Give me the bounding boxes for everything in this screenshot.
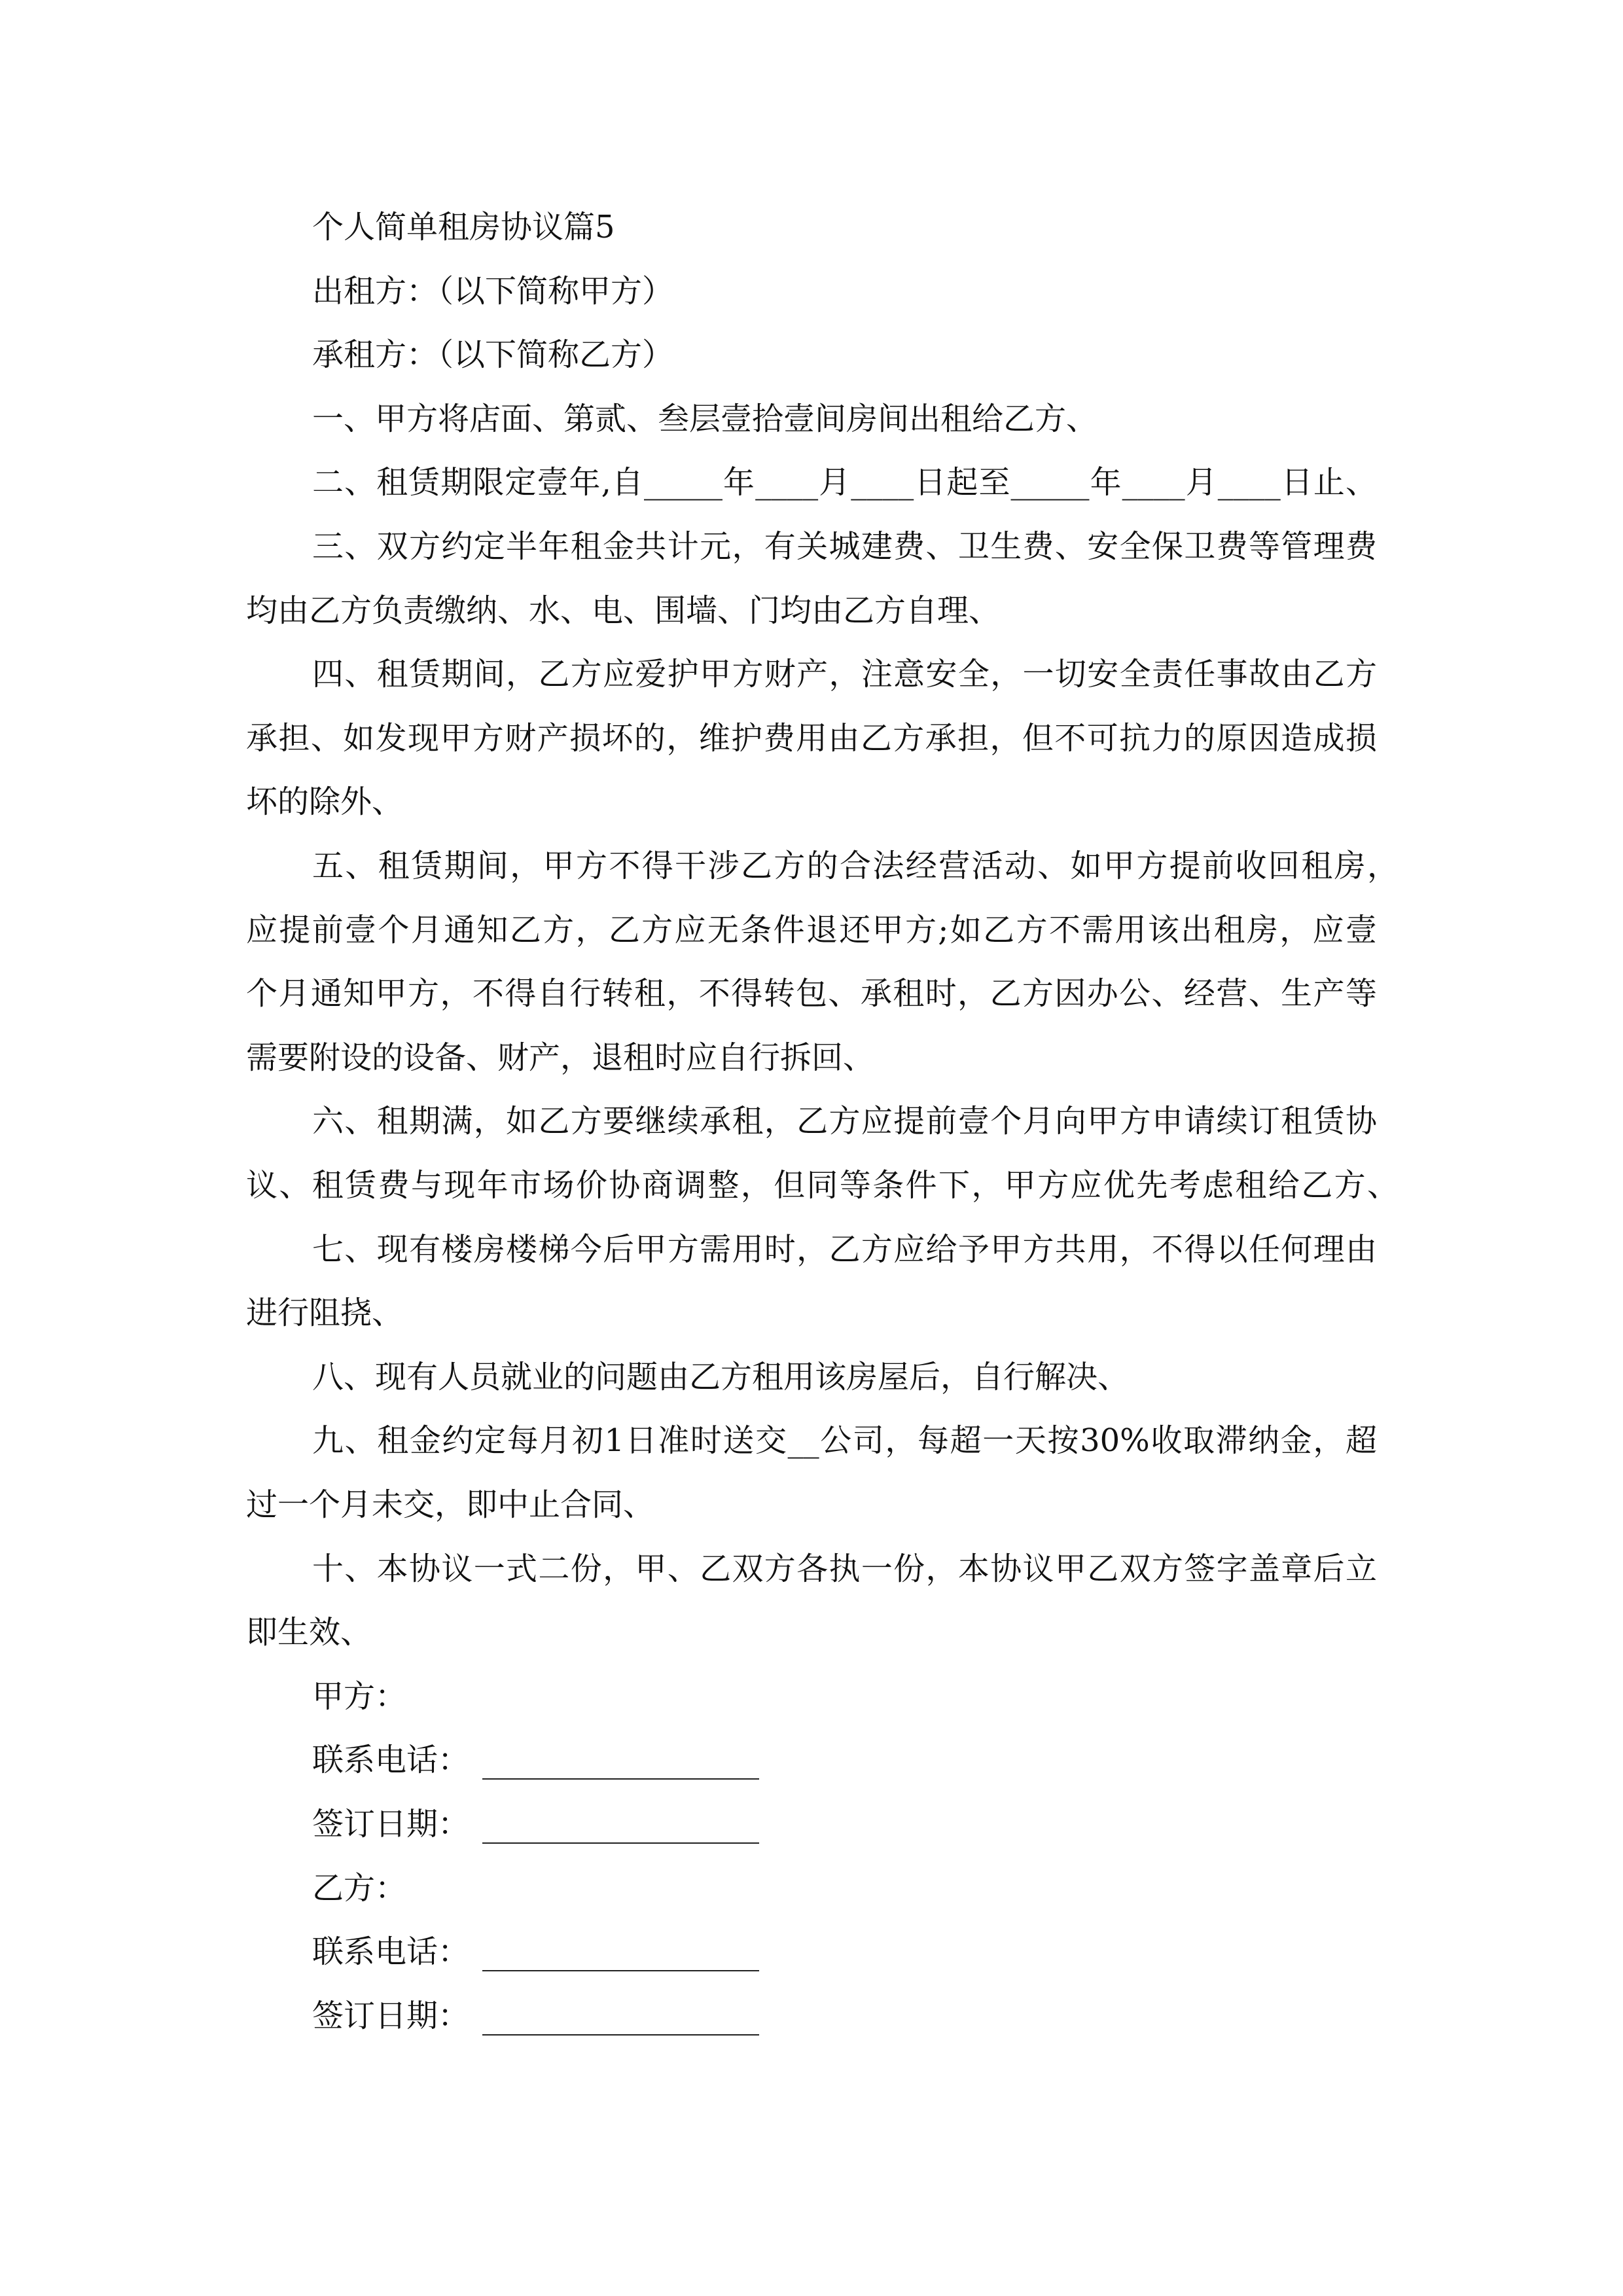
signature-blank-field[interactable] [482,2005,759,2036]
signature-row [312,1996,1377,2036]
document-title: 个人简单租房协议篇5 [312,209,615,245]
signature-row [312,1804,1377,1844]
paragraph-line: 均由乙方负责缴纳、水、电、围墙、门均由乙方自理、 [246,592,1001,629]
paragraph-line: 九、租金约定每月初1日准时送交__公司，每超一天按30%收取滞纳金，超 [312,1422,1377,1460]
signature-blank-field[interactable] [482,1941,759,1971]
paragraph-line: 承租方：（以下简称乙方） [312,336,674,374]
paragraph-line: 五、租赁期间，甲方不得干涉乙方的合法经营活动、如甲方提前收回租房， [312,848,1399,884]
signature-row [312,1677,1377,1716]
paragraph-line: 个月通知甲方，不得自行转租，不得转包、承租时，乙方因办公、经营、生产等 [246,975,1377,1013]
signature-blank-field[interactable] [482,1814,759,1844]
paragraph-line: 应提前壹个月通知乙方，乙方应无条件退还甲方;如乙方不需用该出租房，应壹 [246,911,1377,948]
signature-blank-field[interactable] [482,1749,759,1780]
paragraph-line: 坏的除外、 [246,783,404,821]
paragraph-line: 需要附设的设备、财产，退租时应自行拆回、 [246,1039,875,1076]
paragraph-line: 三、双方约定半年租金共计元，有关城建费、卫生费、安全保卫费等管理费 [312,528,1377,565]
paragraph-line: 过一个月未交，即中止合同、 [246,1486,655,1523]
paragraph-line: 即生效、 [246,1614,372,1651]
paragraph-line: 八、现有人员就业的问题由乙方租用该房屋后，自行解决、 [312,1358,1130,1395]
signature-label: 甲方： [312,1677,407,1715]
signature-label: 签订日期： [312,1806,470,1842]
paragraph-line: 承担、如发现甲方财产损坏的，维护费用由乙方承担，但不可抗力的原因造成损 [246,719,1377,757]
paragraph-line: 出租方：（以下简称甲方） [312,272,674,310]
paragraph-line: 一、甲方将店面、第贰、叁层壹拾壹间房间出租给乙方、 [312,400,1098,437]
signature-label: 签订日期： [312,1997,470,2034]
paragraph-line: 七、现有楼房楼梯今后甲方需用时，乙方应给予甲方共用，不得以任何理由 [312,1230,1377,1268]
paragraph-line: 二、租赁期限定壹年,自_____年____月____日起至_____年____月____日止、 [312,464,1377,501]
signature-label: 乙方： [312,1869,407,1907]
paragraph-line: 十、本协议一式二份，甲、乙双方各执一份，本协议甲乙双方签字盖章后立 [312,1550,1377,1587]
signature-label: 联系电话： [312,1742,470,1779]
paragraph-line: 进行阻挠、 [246,1295,404,1332]
paragraph-line: 六、租期满，如乙方要继续承租，乙方应提前壹个月向甲方申请续订租赁协 [312,1103,1377,1140]
signature-label: 联系电话： [312,1933,470,1971]
paragraph-line: 议、租赁费与现年市场价协商调整，但同等条件下，甲方应优先考虑租给乙方、 [246,1167,1399,1204]
paragraph-line: 四、租赁期间，乙方应爱护甲方财产，注意安全，一切安全责任事故由乙方 [312,656,1377,693]
signature-row [312,1869,1377,1908]
signature-row [312,1740,1377,1780]
signature-row [312,1932,1377,1971]
